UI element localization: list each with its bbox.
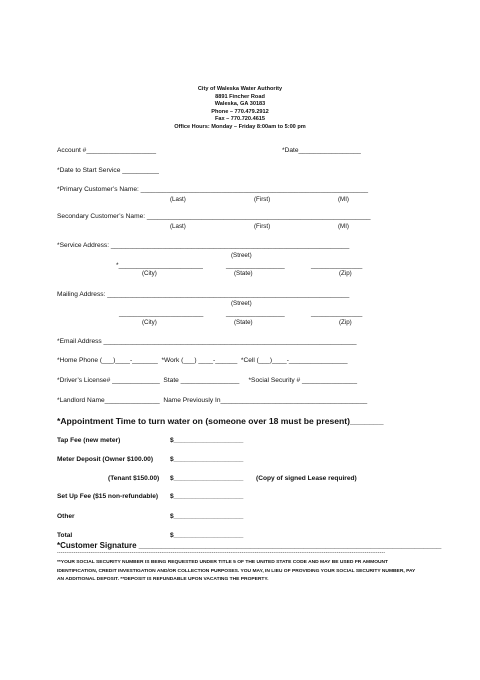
service-zip-field[interactable]: ______________	[311, 262, 363, 269]
org-city: Waleska, GA 30183	[214, 101, 266, 108]
other-fee-label: Other	[57, 513, 75, 520]
org-name: City of Waleska Water Authority	[197, 86, 283, 92]
phone-fields[interactable]: *Home Phone (___)____-_______ *Work (___) ____-______ *Cell (___)____-________________	[57, 357, 348, 364]
secondary-last-label: (Last)	[170, 223, 186, 230]
mailing-street-label: (Street)	[231, 300, 252, 307]
setup-fee-label: Set Up Fee ($15 non-refundable)	[57, 493, 159, 500]
primary-customer-field[interactable]: *Primary Customer’s Name: ______________________________________________________________	[57, 186, 369, 193]
mailing-address-field[interactable]: Mailing Address: __________________________________________________________________	[57, 291, 350, 298]
mailing-state-field[interactable]: ________________	[226, 310, 285, 317]
mailing-zip-field[interactable]: ______________	[311, 310, 363, 317]
service-city-field[interactable]: *_______________________	[116, 262, 203, 269]
setup-fee-amount[interactable]: $___________________	[170, 493, 244, 500]
lease-note: (Copy of signed Lease required)	[256, 475, 357, 482]
secondary-first-label: (First)	[254, 223, 271, 230]
mailing-state-label: (State)	[234, 319, 253, 326]
org-street: 8891 Fincher Road	[215, 93, 265, 100]
primary-first-label: (First)	[254, 196, 271, 203]
service-state-label: (State)	[234, 270, 253, 277]
total-amount[interactable]: $___________________	[170, 532, 244, 539]
tenant-deposit-label: (Tenant $150.00)	[108, 475, 160, 482]
license-ssn-fields[interactable]: *Driver’s License# _____________ State ________________ *Social Security # _______________	[57, 377, 358, 384]
mailing-city-field[interactable]: _______________________	[119, 310, 204, 317]
other-fee-amount[interactable]: $___________________	[170, 513, 244, 520]
service-street-label: (Street)	[231, 252, 252, 259]
org-phone: Phone – 770.479.2912	[211, 108, 269, 115]
total-label: Total	[57, 532, 73, 539]
service-zip-label: (Zip)	[339, 270, 352, 277]
primary-mi-label: (MI)	[338, 196, 349, 203]
service-address-field[interactable]: *Service Address: _________________________________________________________________	[57, 242, 350, 249]
ssn-notice: **YOUR SOCIAL SECURITY NUMBER IS BEING REQUESTED UNDER TITLE 5 OF THE UNITED STATE CODE AND MAY BE USED FR AMMOUNT IDENTIFICATION, CREDIT INVESTIGATION AND/OR COLLECTION PURPOSES. YOU MAY, IN LIEU OF PROVIDING YOUR SOCIAL SECURITY NUMBER, PAY AN ADDITIONAL DEPOSIT. **DEPOSIT IS REFUNDABLE UPON VACATING THE PROPERTY.	[57, 560, 416, 582]
mailing-zip-label: (Zip)	[339, 319, 352, 326]
mailing-city-label: (City)	[142, 319, 157, 326]
meter-deposit-label: Meter Deposit (Owner $100.00)	[57, 456, 154, 463]
office-hours: Office Hours: Monday – Friday 8:00am to 5:00 pm	[174, 124, 306, 130]
tenant-deposit-amount[interactable]: $___________________	[170, 475, 244, 482]
signature-field[interactable]: *Customer Signature ____________________________________________________________________	[57, 541, 442, 550]
account-field[interactable]: Account #___________________	[57, 147, 156, 154]
date-field[interactable]: *Date_________________	[282, 147, 361, 154]
divider: --------------------------------------------------------------------------------------------------------------------------------------------------------------------------------	[57, 550, 386, 556]
email-field[interactable]: *Email Address _____________________________________________________________________	[57, 338, 357, 345]
org-fax: Fax – 770.720.4615	[214, 116, 266, 123]
secondary-mi-label: (MI)	[338, 223, 349, 230]
landlord-fields[interactable]: *Landlord Name_______________ Name Previously In________________________________________	[57, 397, 368, 404]
tap-fee-amount[interactable]: $___________________	[170, 437, 244, 444]
appointment-field[interactable]: *Appointment Time to turn water on (someone over 18 must be present)_______	[57, 416, 384, 426]
secondary-customer-field[interactable]: Secondary Customer’s Name: _____________________________________________________________	[57, 213, 371, 220]
tap-fee-label: Tap Fee (new meter)	[57, 437, 121, 444]
service-city-label: (City)	[142, 270, 157, 277]
service-state-field[interactable]: ________________	[226, 262, 285, 269]
meter-deposit-amount[interactable]: $___________________	[170, 456, 244, 463]
primary-last-label: (Last)	[170, 196, 186, 203]
start-service-field[interactable]: *Date to Start Service __________	[57, 167, 159, 174]
